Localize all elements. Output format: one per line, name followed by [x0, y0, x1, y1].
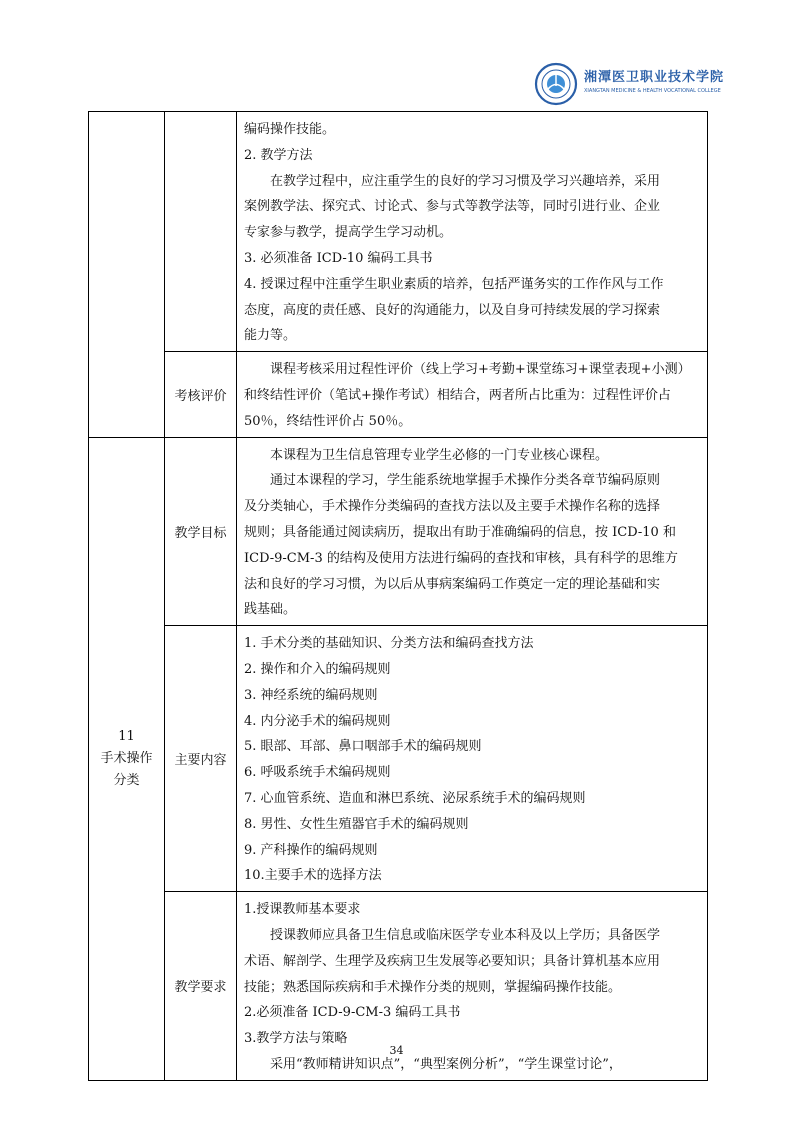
text-line: 专家参与教学，提高学生学习动机。 [244, 225, 453, 241]
list-item: 10.主要手术的选择方法 [244, 868, 382, 884]
text-line: 规则；具备能通过阅读病历，提取出有助于准确编码的信息，按 ICD-10 和 [244, 524, 676, 540]
text-line: 3.教学方法与策略 [244, 1031, 348, 1047]
content-label: 主要内容 [165, 626, 237, 892]
list-item: 5. 眼部、耳部、鼻口咽部手术的编码规则 [244, 739, 482, 755]
list-item: 3. 神经系统的编码规则 [244, 687, 378, 703]
list-item: 8. 男性、女性生殖器官手术的编码规则 [244, 816, 469, 832]
list-item: 9. 产科操作的编码规则 [244, 842, 378, 858]
requirements-label: 教学要求 [165, 892, 237, 1081]
text-line: 3. 必须准备 ICD-10 编码工具书 [244, 250, 433, 266]
course-name-line1: 手术操作 [100, 750, 153, 766]
text-line: 50％，终结性评价占 50％。 [244, 413, 412, 429]
table-row [89, 112, 708, 352]
text-line: 本课程为卫生信息管理专业学生必修的一门专业核心课程。 [270, 447, 609, 463]
list-item: 6. 呼吸系统手术编码规则 [244, 765, 391, 781]
list-item: 7. 心血管系统、造血和淋巴系统、泌尿系统手术的编码规则 [244, 790, 586, 806]
list-item: 4. 内分泌手术的编码规则 [244, 713, 391, 729]
curriculum-table [88, 111, 708, 1081]
school-name-en: XIANGTAN MEDICINE & HEALTH VOCATIONAL COLLEGE [584, 88, 721, 94]
teaching-requirements-cont [237, 112, 708, 352]
text-line: 能力等。 [244, 328, 297, 344]
text-line: 术语、解剖学、生理学及疾病卫生发展等必要知识；具备计算机基本应用 [244, 953, 661, 969]
text-line: 编码操作技能。 [244, 122, 336, 137]
goals-label: 教学目标 [165, 437, 237, 626]
text-line: ICD-9-CM-3 的结构及使用方法进行编码的查找和审核，具有科学的思维方 [244, 550, 678, 566]
text-line: 采用“教师精讲知识点”，“典型案例分析”，“学生课堂讨论”， [270, 1056, 622, 1072]
text-line: 授课教师应具备卫生信息或临床医学专业本科及以上学历；具备医学 [270, 927, 661, 943]
text-line: 法和良好的学习习惯，为以后从事病案编码工作奠定一定的理论基础和实 [244, 576, 661, 592]
table-row [89, 626, 708, 892]
page-number: 34 [389, 1044, 404, 1057]
text-line: 及分类轴心，手术操作分类编码的查找方法以及主要手术操作名称的选择 [244, 499, 661, 515]
course-name-line2: 分类 [113, 772, 140, 788]
text-line: 技能；熟悉国际疾病和手术操作分类的规则，掌握编码操作技能。 [244, 979, 622, 995]
school-logo [534, 62, 725, 112]
school-name: 湘潭医卫职业技术学院 [584, 70, 725, 85]
text-line: 和终结性评价（笔试+操作考试）相结合，两者所占比重为：过程性评价占 [244, 387, 671, 403]
text-line: 在教学过程中，应注重学生的良好的学习习惯及学习兴趣培养，采用 [270, 173, 661, 189]
text-line: 案例教学法、探究式、讨论式、参与式等教学法等，同时引进行业、企业 [244, 199, 661, 215]
text-line: 2.必须准备 ICD-9-CM-3 编码工具书 [244, 1005, 461, 1021]
course-name-cell [89, 437, 165, 1080]
text-line: 通过本课程的学习，学生能系统地掌握手术操作分类各章节编码原则 [270, 473, 661, 489]
text-line: 课程考核采用过程性评价（线上学习+考勤+课堂练习+课堂表现+小测） [270, 362, 691, 378]
school-seal-icon [534, 62, 578, 106]
list-item: 2. 操作和介入的编码规则 [244, 661, 391, 677]
text-line: 践基础。 [244, 602, 297, 618]
label-cell-empty [165, 112, 237, 352]
text-line: 态度，高度的责任感、良好的沟通能力，以及自身可持续发展的学习探索 [244, 302, 661, 318]
list-item: 1. 手术分类的基础知识、分类方法和编码查找方法 [244, 636, 534, 652]
text-line: 4. 授课过程中注重学生职业素质的培养，包括严谨务实的工作作风与工作 [244, 276, 664, 292]
assessment-content [237, 352, 708, 437]
assessment-label: 考核评价 [165, 352, 237, 437]
course-number: 11 [118, 728, 135, 744]
content-list [237, 626, 708, 892]
goals-content [237, 437, 708, 626]
table-row [89, 437, 708, 626]
course-cell-empty [89, 112, 165, 438]
text-line: 2. 教学方法 [244, 147, 313, 163]
text-line: 1.授课教师基本要求 [244, 902, 361, 918]
table-row [89, 352, 708, 437]
